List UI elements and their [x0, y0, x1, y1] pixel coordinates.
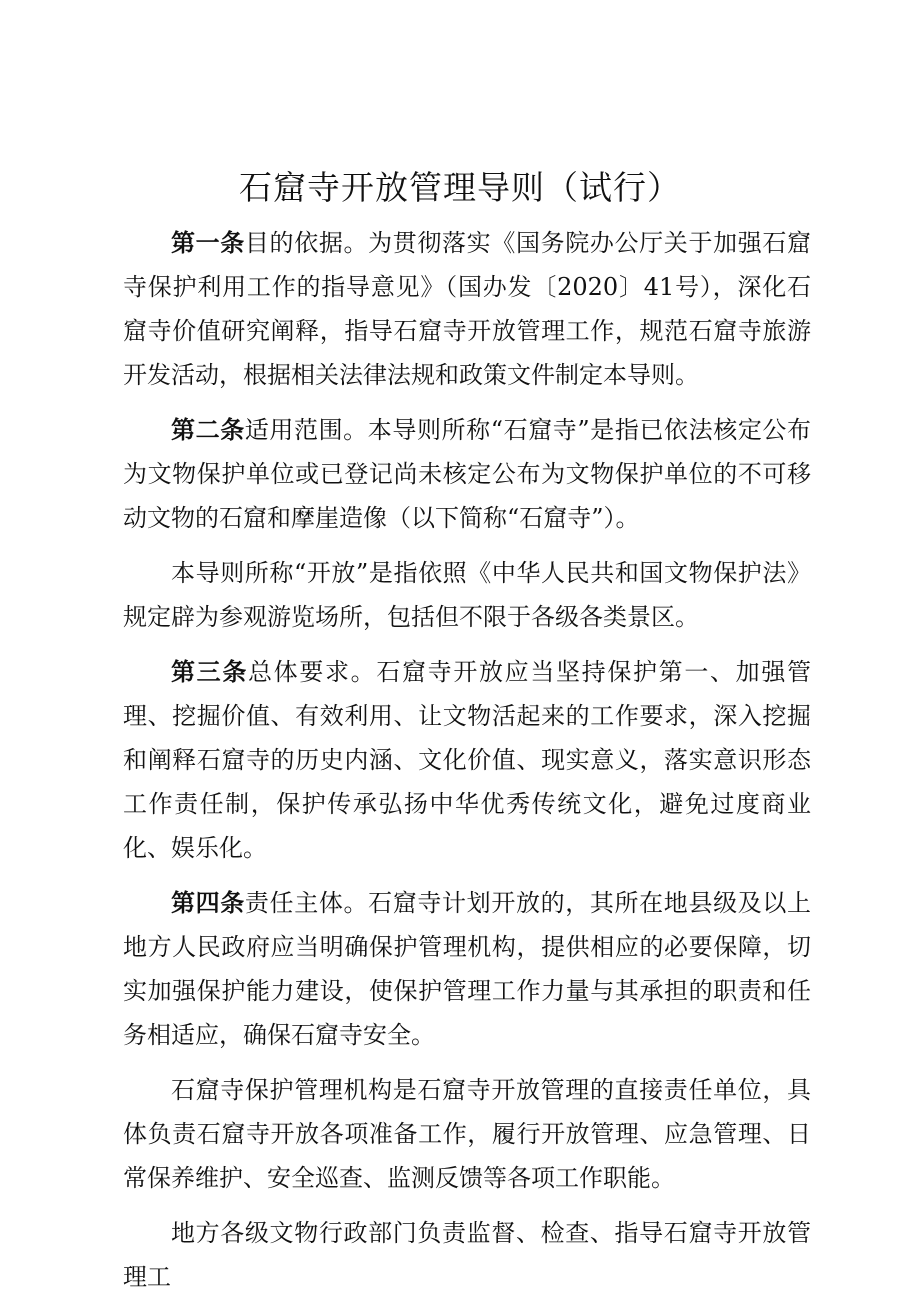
- paragraph-local-authorities: [123, 1211, 811, 1299]
- article-number: 第一条: [171, 229, 245, 257]
- paragraph-text: 总体要求。石窟寺开放应当坚持保护第一、加强管理、挖掘价值、有效利用、让文物活起来的工作要求，深入挖掘和阐释石窟寺的历史内涵、文化价值、现实意义，落实意识形态工作责任制，保护传承弘扬中华优秀传统文化，避免过度商业化、娱乐化。: [123, 658, 811, 862]
- article-number: 第四条: [171, 889, 245, 917]
- paragraph-article-4: [123, 881, 811, 1057]
- paragraph-text: 地方各级文物行政部门负责监督、检查、指导石窟寺开放管理工: [123, 1219, 811, 1291]
- paragraph-article-2: [123, 408, 811, 540]
- article-number: 第三条: [171, 658, 248, 686]
- paragraph-text: 责任主体。石窟寺计划开放的，其所在地县级及以上地方人民政府应当明确保护管理机构，提供相应的必要保障，切实加强保护能力建设，使保护管理工作力量与其承担的职责和任务相适应，确保石窟寺安全。: [123, 889, 812, 1049]
- paragraph-text: 本导则所称“开放”是指依照《中华人民共和国文物保护法》规定辟为参观游览场所，包括但不限于各级各类景区。: [123, 559, 811, 631]
- document-title: 石窟寺开放管理导则（试行）: [239, 168, 681, 207]
- paragraph-text: 目的依据。为贯彻落实《国务院办公厅关于加强石窟寺保护利用工作的指导意见》（国办发〔2020〕41号），深化石窟寺价值研究阐释，指导石窟寺开放管理工作，规范石窟寺旅游开发活动，根据相关法律法规和政策文件制定本导则。: [123, 229, 812, 389]
- paragraph-text: 适用范围。本导则所称“石窟寺”是指已依法核定公布为文物保护单位或已登记尚未核定公布为文物保护单位的不可移动文物的石窟和摩崖造像（以下简称“石窟寺”）。: [123, 416, 812, 532]
- document-body: [123, 221, 811, 1299]
- paragraph-article-1: [123, 221, 811, 397]
- paragraph-text: 石窟寺保护管理机构是石窟寺开放管理的直接责任单位，具体负责石窟寺开放各项准备工作，履行开放管理、应急管理、日常保养维护、安全巡查、监测反馈等各项工作职能。: [123, 1076, 811, 1192]
- paragraph-management-agency: [123, 1068, 811, 1200]
- article-number: 第二条: [171, 416, 245, 444]
- paragraph-article-3: [123, 650, 811, 870]
- paragraph-open-definition: [123, 551, 811, 639]
